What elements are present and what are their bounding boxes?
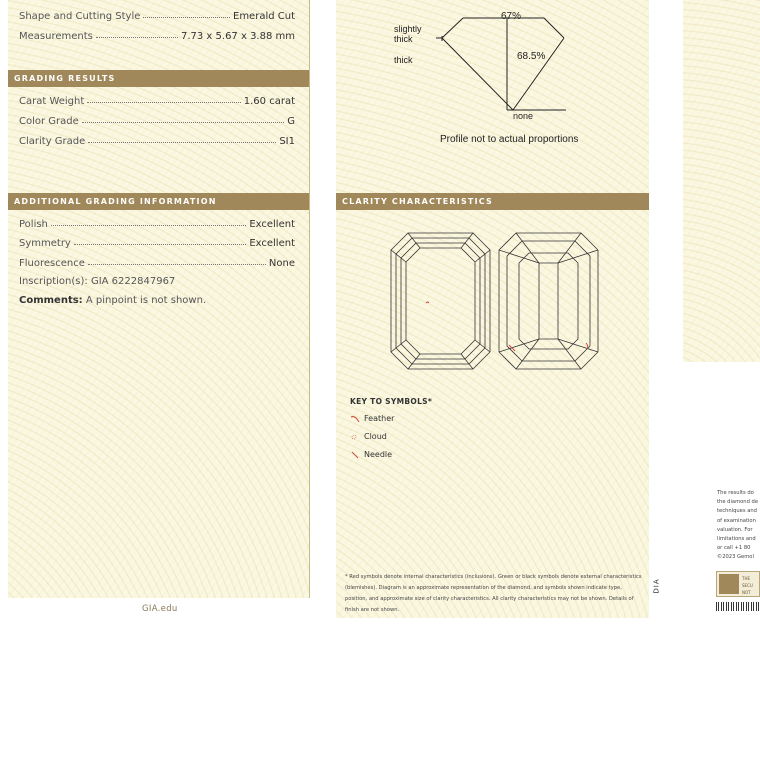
shape-value: Emerald Cut bbox=[233, 11, 295, 22]
symmetry-row bbox=[19, 234, 295, 249]
grading-results-header: GRADING RESULTS bbox=[8, 70, 309, 87]
color-value: G bbox=[287, 116, 295, 127]
profile-caption: Profile not to actual proportions bbox=[440, 134, 579, 145]
clarity-characteristics-header: CLARITY CHARACTERISTICS bbox=[336, 193, 649, 210]
pavilion-view bbox=[499, 233, 598, 369]
key-cloud-label: Cloud bbox=[364, 432, 387, 441]
additional-info-header: ADDITIONAL GRADING INFORMATION bbox=[8, 193, 309, 210]
note-line: ©2023 Gemol bbox=[717, 554, 754, 561]
needle-mark bbox=[509, 345, 515, 351]
crown-right bbox=[544, 18, 564, 38]
comments-label: Comments: bbox=[19, 295, 83, 306]
seal-line: THE bbox=[742, 576, 750, 581]
inscription-text: Inscription(s): GIA 6222847967 bbox=[19, 276, 176, 287]
comments-line bbox=[19, 295, 206, 306]
proportions-diagram bbox=[336, 0, 649, 150]
shape-row bbox=[19, 7, 295, 22]
report-right-panel bbox=[683, 0, 760, 362]
comments-text: A pinpoint is not shown. bbox=[85, 295, 207, 306]
note-line: or call +1 80 bbox=[717, 545, 751, 552]
feather-icon bbox=[350, 415, 360, 423]
report-middle-panel bbox=[336, 0, 661, 618]
polish-value: Excellent bbox=[249, 219, 295, 230]
color-label: Color Grade bbox=[19, 116, 79, 127]
polish-label: Polish bbox=[19, 219, 48, 230]
fluorescence-label: Fluorescence bbox=[19, 258, 85, 269]
fluorescence-value: None bbox=[268, 258, 295, 269]
pavilion-left bbox=[442, 38, 513, 110]
side-label: DIA bbox=[652, 578, 661, 594]
table-percentage: 67% bbox=[501, 11, 522, 22]
girdle-mid: thick bbox=[394, 34, 413, 44]
key-feather bbox=[350, 414, 394, 423]
measurements-row bbox=[19, 27, 295, 42]
security-seal bbox=[716, 571, 760, 597]
culet-label: none bbox=[513, 111, 534, 121]
leader-dots bbox=[96, 37, 178, 38]
lock-icon bbox=[719, 574, 739, 594]
measurements-value: 7.73 x 5.67 x 3.88 mm bbox=[180, 31, 295, 42]
girdle-top: slightly bbox=[394, 24, 422, 34]
color-row bbox=[19, 112, 295, 127]
note-line: limitations and bbox=[717, 536, 756, 543]
leader-dots bbox=[88, 264, 266, 265]
seal-line: SECU bbox=[742, 583, 753, 588]
gia-website-link[interactable]: GIA.edu bbox=[142, 604, 178, 614]
key-needle-label: Needle bbox=[364, 450, 393, 459]
leader-dots bbox=[87, 102, 240, 103]
polish-row bbox=[19, 215, 295, 230]
note-line: valuation. For bbox=[717, 526, 753, 533]
clarity-footnote: * Red symbols denote internal characteristics (inclusions). Green or black symbols denote external characteristics (blemishes). Diagram is an approximate representation of the diamond, and symbols shown indicate type, position, and approximate size of clarity characteristics. All clarity characteristics may not be shown. Details of finish are not shown. bbox=[345, 574, 642, 613]
seal-line: NOT bbox=[742, 590, 751, 595]
note-line: of examination bbox=[717, 517, 756, 524]
leader-dots bbox=[143, 17, 230, 18]
cloud-icon bbox=[350, 433, 360, 441]
barcode bbox=[716, 602, 760, 611]
girdle-label bbox=[394, 24, 422, 44]
clarity-row bbox=[19, 132, 295, 147]
key-to-symbols-title: KEY TO SYMBOLS* bbox=[350, 397, 433, 406]
depth-percentage: 68.5% bbox=[517, 51, 546, 62]
key-needle bbox=[350, 450, 392, 459]
key-feather-label: Feather bbox=[364, 414, 395, 423]
note-line: techniques and bbox=[717, 508, 757, 515]
measurements-label: Measurements bbox=[19, 31, 93, 42]
carat-row bbox=[19, 92, 295, 107]
pavilion-right bbox=[513, 38, 564, 110]
crown-view bbox=[391, 233, 490, 369]
leader-dots bbox=[74, 244, 246, 245]
needle-icon bbox=[350, 451, 360, 459]
note-line: the diamond de bbox=[717, 499, 759, 506]
seal-text bbox=[742, 575, 753, 596]
fluorescence-row bbox=[19, 254, 295, 269]
note-line: The results do bbox=[717, 490, 754, 496]
symmetry-value: Excellent bbox=[249, 238, 295, 249]
feather-mark bbox=[426, 302, 429, 303]
clarity-label: Clarity Grade bbox=[19, 136, 86, 147]
carat-value: 1.60 carat bbox=[243, 96, 295, 107]
leader-dots bbox=[82, 122, 284, 123]
clarity-plot bbox=[336, 225, 649, 390]
leader-dots bbox=[88, 142, 276, 143]
girdle-bottom: thick bbox=[394, 55, 413, 65]
crown-left bbox=[442, 18, 463, 38]
disclaimer-notes bbox=[717, 489, 760, 563]
leader-dots bbox=[51, 225, 246, 226]
report-left-panel bbox=[8, 0, 310, 598]
shape-label: Shape and Cutting Style bbox=[19, 11, 141, 22]
key-cloud bbox=[350, 432, 387, 441]
symmetry-label: Symmetry bbox=[19, 238, 71, 249]
carat-label: Carat Weight bbox=[19, 96, 85, 107]
clarity-value: SI1 bbox=[279, 136, 295, 147]
